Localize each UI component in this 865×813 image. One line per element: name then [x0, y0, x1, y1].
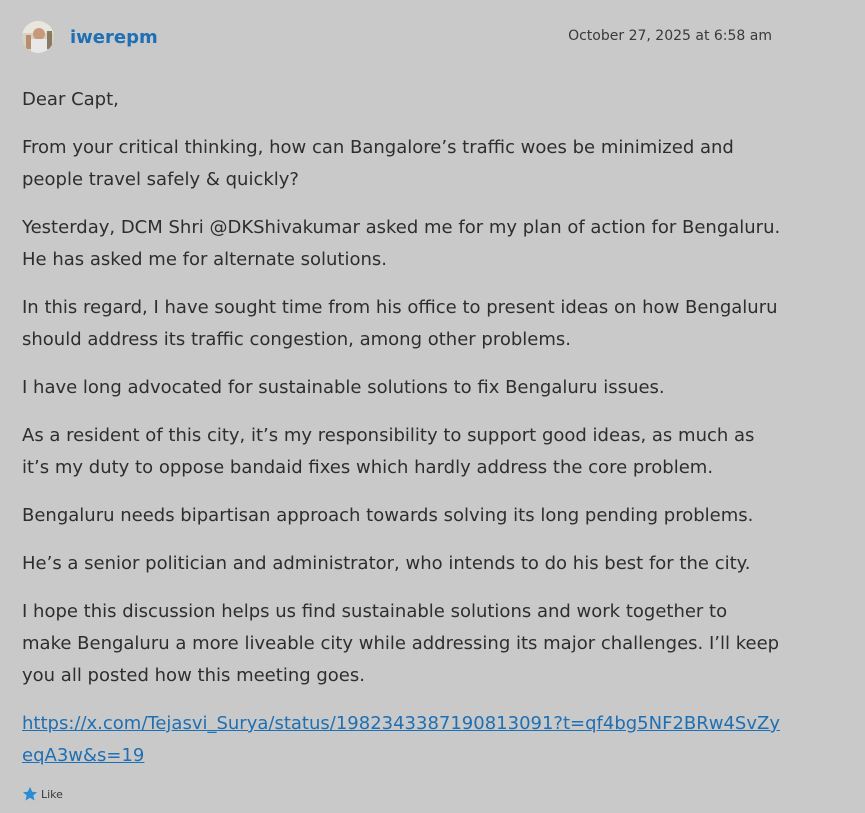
like-button[interactable] [22, 786, 782, 802]
comment-header [22, 20, 782, 54]
avatar-photo-icon [22, 21, 54, 53]
like-label: Like [41, 787, 63, 801]
avatar[interactable] [22, 21, 54, 53]
external-link[interactable]: https://x.com/Tejasvi_Surya/status/1982343387190813091?t=qf4bg5NF2BRw4SvZyeqA3w&s=19 [22, 713, 780, 766]
comment-paragraph: Yesterday, DCM Shri @DKShivakumar asked me for my plan of action for Bengaluru. He has asked me for alternate solutions. [22, 217, 781, 270]
comment-paragraph: In this regard, I have sought time from his office to present ideas on how Bengaluru should address its traffic congestion, among other problems. [22, 297, 778, 350]
comment-paragraph: I hope this discussion helps us find sustainable solutions and work together to make Bengaluru a more liveable city while addressing its major challenges. I’ll keep you all posted how this meeting goes. [22, 601, 780, 686]
comment-paragraph: He’s a senior politician and administrator, who intends to do his best for the city. [22, 553, 751, 574]
comment-paragraph: I have long advocated for sustainable solutions to fix Bengaluru issues. [22, 377, 665, 398]
comment-body [22, 84, 782, 772]
comment-paragraph: From your critical thinking, how can Bangalore’s traffic woes be minimized and people travel safely & quickly? [22, 137, 734, 190]
comment [22, 20, 782, 802]
comment-paragraph: Bengaluru needs bipartisan approach towards solving its long pending problems. [22, 505, 754, 526]
author-name-link[interactable]: iwerepm [70, 26, 158, 48]
comment-link-paragraph [22, 708, 782, 772]
comment-paragraph: As a resident of this city, it’s my responsibility to support good ideas, as much as it’s my duty to oppose bandaid fixes which hardly address the core problem. [22, 425, 755, 478]
comment-date-link[interactable]: October 27, 2025 at 6:58 am [568, 28, 772, 44]
comment-paragraph: Dear Capt, [22, 89, 119, 110]
star-icon [22, 786, 38, 802]
